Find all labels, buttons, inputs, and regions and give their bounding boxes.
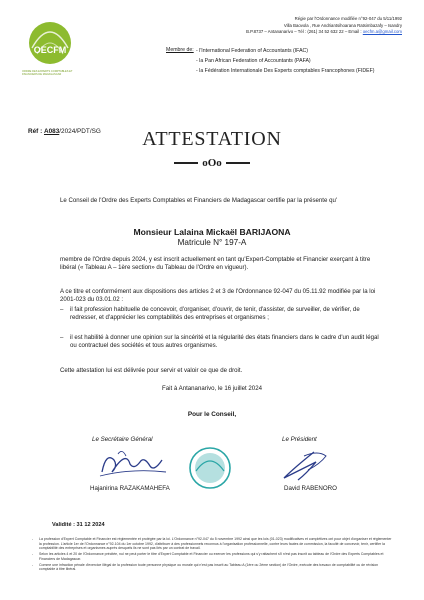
ornament-line-right (226, 162, 250, 163)
secretary-signature (96, 446, 172, 482)
membership-paragraph: membre de l'Ordre depuis 2024, y est inscrit actuellement en tant qu'Expert-Comptable et Financier exerçant à titre libéral (« Tableau A – 1ère section» du Tableau de l'Ordre en vigueur). (60, 256, 371, 272)
secretary-role: Le Secrétaire Général (92, 436, 153, 443)
membership-label: Membre de: (166, 47, 194, 53)
president-name: David RABENORO (284, 485, 337, 492)
membership-list (196, 46, 374, 77)
secretary-name: Hajanirina RAZAKAMAHEFA (90, 485, 170, 492)
validity-date: Validité : 31 12 2024 (52, 522, 105, 528)
footer-dash: - (32, 552, 34, 557)
dispositions-paragraph: A ce titre et conformément aux dispositions des articles 2 et 3 de l'Ordonnance 92-047 du 05.11.92 modifiée par la loi 2001-023 du 03.01.02 : (60, 288, 376, 304)
email-link[interactable]: oecfm.a@gmail.com (362, 29, 402, 35)
reference-number: A083 (43, 128, 60, 135)
bullet-dash: – (60, 306, 64, 313)
president-signature (274, 448, 338, 484)
footer-note (32, 563, 392, 572)
logo-text: OECFM (33, 45, 67, 55)
person-name: Monsieur Lalaina Mickaël BARIJAONA (133, 227, 291, 237)
president-role: Le Président (282, 436, 317, 443)
delivery-paragraph: Cette attestation lui est délivrée pour servir et valoir ce que de droit. (60, 367, 243, 374)
reg-line (182, 29, 402, 36)
reg-line: Villa Baovola , Rue Andriantsihoarana Ratsimbazafy – Isandry (283, 22, 402, 28)
membership-item: - l'International Federation of Accountants (IFAC) (196, 48, 309, 54)
title-ornament (0, 157, 424, 169)
oecfm-emblem-icon (22, 18, 78, 68)
intro-paragraph: Le Conseil de l'Ordre des Experts Comptables et Financiers de Madagascar certifie par la présente qu' (60, 197, 338, 204)
bullet-text: il fait profession habituelle de concevoir, d'organiser, d'ouvrir, de tenir, d'assister, de surveiller, de vérifier, de redresser, et d'apprécier les comptabilités des entreprises et organismes ; (70, 306, 360, 322)
document-title: ATTESTATION (142, 128, 282, 150)
ornament-line-left (174, 162, 198, 163)
ornament-mark: oOo (202, 157, 222, 169)
footer-dash: - (32, 562, 34, 567)
reference-label: Réf : (28, 128, 43, 135)
person-matricule: Matricule N° 197-A (177, 238, 247, 247)
footer-dash: - (32, 537, 34, 541)
membership-item: - la Fédération Internationale Des Experts comptables Francophones (FIDEF) (196, 68, 375, 75)
pour-le-conseil: Pour le Conseil, (187, 411, 237, 418)
place-date: Fait à Antananarivo, le 16 juillet 2024 (162, 385, 262, 392)
reg-line: Régie par l'Ordonnance modifiée n°92-047 du 5/11/1992 (294, 16, 402, 21)
bullet-text: il est habilité à donner une opinion sur la sincérité et la régularité des états financiers dans le cadre d'un audit légal ou contractuel des sociétés et tous autres organismes. (70, 334, 379, 350)
oecfm-logo (22, 18, 86, 77)
bullet-item (60, 306, 384, 322)
footer-note-text: Selon les articles 4 et 20 de l'Ordonnance précitée, nul ne peut porter le titre d'Expert Comptable et Financier ou exercer les professions qui s'y rattachent s'il n'est pas inscrit au tableau de l'Ordre des Experts Comptables et Financiers de Madagascar. (39, 552, 384, 561)
bullet-item (60, 334, 384, 350)
footer-note (32, 537, 392, 551)
registration-info (182, 16, 402, 36)
reg-contact: B.P.8737 – Antananarivo – Tél : (261) 34 52 632 22 – Email : (246, 29, 362, 35)
council-stamp-icon (182, 445, 238, 491)
logo-tagline: ORDRE DES EXPERTS COMPTABLES ET FINANCIERS DE MADAGASCAR (22, 70, 73, 77)
reference-suffix: /2024/PDT/SG (59, 128, 101, 135)
legal-footer (32, 537, 392, 573)
footer-note-text: Comme une infraction pénale d'exercice illégal de la profession toute personne physique ou morale qui n'est pas inscrit au Tableau A (1ère ou 2ème section) de l'Ordre, exécute des travaux de comptabilité ou de révision comptable à titre libéral. (39, 562, 379, 572)
bullet-dash: – (60, 334, 64, 341)
membership-item: - la Pan African Federation of Accountants (PAFA) (196, 58, 311, 65)
footer-note (32, 552, 392, 561)
footer-note-text: La profession d'Expert Comptable et Financier est réglementée et protégée par la loi. L'Ordonnance n°92-047 du 5 novembre 1992 ainsi que les lois (01-023) modificatives et complétives ont pour objet d'organiser et réglementer la profession. L'article 1er de l'Ordonnance n°92-104 du 1er octobre 1992, d'attribuer à des professionnels reconnus à l'organisation professionnelle, contre leurs fautes de commission, la faculté de concevoir, tenir, certifier la comptabilité des entreprises et organismes auprès desquels ils ne sont pas liés par un contrat de travail. (39, 537, 392, 551)
